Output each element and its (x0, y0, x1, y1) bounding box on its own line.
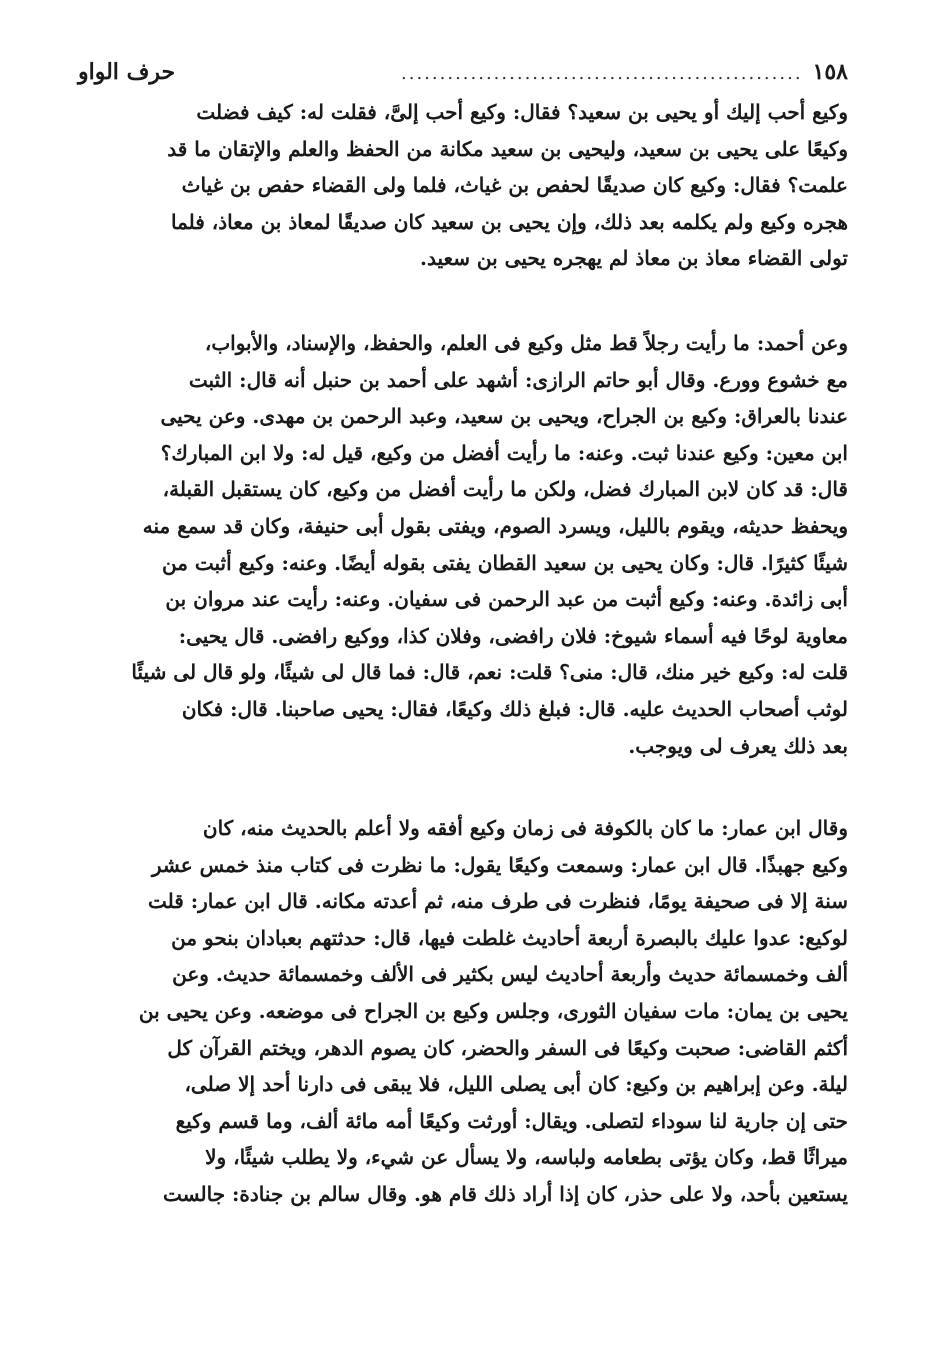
chapter-title: حرف الواو (78, 59, 176, 85)
text-line: هجره وكيع ولم يكلمه بعد ذلك، وإن يحيى بن سعيد كان صديقًا لمعاذ بن معاذ، فلما (170, 209, 848, 234)
text-line: وكيعًا على يحيى بن سعيد، وليحيى بن سعيد مكانة من الحفظ والعلم والإتقان ما قد (167, 136, 848, 161)
text-line: ابن معين: وكيع عندنا ثبت. وعنه: ما رأيت أفضل من وكيع، قيل له: ولا ابن المبارك؟ (160, 440, 848, 465)
text-line: ويحفظ حديثه، ويقوم بالليل، ويسرد الصوم، ويفتى بقول أبى حنيفة، وكان قد سمع منه (142, 513, 848, 538)
paragraph-3 (78, 810, 848, 1213)
text-line: علمت؟ فقال: وكيع كان صديقًا لحفص بن غياث، فلما ولى القضاء حفص بن غياث (181, 173, 848, 198)
header-dotted-leader: .................................................... (401, 63, 803, 84)
text-line: أبى زائدة. وعنه: وكيع أثبت من عبد الرحمن فى سفيان. وعنه: رأيت عند مروان بن (165, 587, 848, 612)
text-line: حتى إن جارية لنا سوداء لتصلى. ويقال: أورثت وكيعًا أمه مائة ألف، وما قسم وكيع (175, 1108, 848, 1133)
text-line: شيئًا كثيرًا. قال: وكان يحيى بن سعيد القطان يفتى بقوله أيضًا. وعنه: وكيع أثبت من (161, 550, 848, 575)
text-line: بعد ذلك يعرف لى ويوجب. (628, 733, 848, 758)
text-line: عندنا بالعراق: وكيع بن الجراح، ويحيى بن سعيد، وعبد الرحمن بن مهدى. وعن يحيى (160, 404, 848, 429)
text-line: قلت له: وكيع خير منك، قال: منى؟ قلت: نعم، قال: فما قال لى شيئًا، ولو قال لى شيئًا (131, 660, 848, 685)
text-line: وكيع أحب إليك أو يحيى بن سعيد؟ فقال: وكيع أحب إلىَّ، فقلت له: كيف فضلت (196, 100, 848, 124)
paragraph-2 (78, 325, 848, 764)
text-line: وكيع جهبذًا. قال ابن عمار: وسمعت وكيعًا يقول: ما نظرت فى كتاب منذ خمس عشر (151, 852, 848, 877)
text-line: مع خشوع وورع. وقال أبو حاتم الرازى: أشهد على أحمد بن حنبل أنه قال: الثبت (188, 367, 848, 392)
text-line: سنة إلا فى صحيفة يومًا، فنظرت فى طرف منه، ثم أعدته مكانه. قال ابن عمار: قلت (147, 889, 848, 914)
text-line: قال: قد كان لابن المبارك فضل، ولكن ما رأيت أفضل من وكيع، كان يستقبل القبلة، (162, 477, 848, 502)
text-line: ألف وخمسمائة حديث وأربعة أحاديث ليس بكثير فى الألف وخمسمائة حديث. وعن (172, 962, 848, 987)
text-line: وقال ابن عمار: ما كان بالكوفة فى زمان وكيع أفقه ولا أعلم بالحديث منه، كان (202, 816, 848, 841)
text-line: ليلة. وعن إبراهيم بن وكيع: كان أبى يصلى الليل، فلا يبقى فى دارنا أحد إلا صلى، (184, 1072, 848, 1097)
paragraph-spacer (78, 764, 848, 810)
page-number: ١٥٨ (812, 59, 848, 85)
text-line: لوكيع: عدوا عليك بالبصرة أربعة أحاديث غلطت فيها، قال: حدثتهم بعبادان بنحو من (171, 925, 848, 950)
paragraph-spacer (78, 277, 848, 325)
book-page (78, 52, 848, 1342)
text-line: لوثب أصحاب الحديث عليه. قال: فبلغ ذلك وكيعًا، فقال: يحيى صاحبنا. قال: فكان (181, 696, 848, 721)
running-header (78, 52, 848, 92)
text-line: معاوية لوحًا فيه أسماء شيوخ: فلان رافضى، وفلان كذا، ووكيع رافضى. قال يحيى: (178, 623, 848, 648)
text-line: يستعين بأحد، ولا على حذر، كان إذا أراد ذلك قام هو. وقال سالم بن جنادة: جالست (163, 1182, 848, 1207)
text-line: ميراثًا قط، وكان يؤتى بطعامه ولباسه، ولا يسأل عن شيء، ولا يطلب شيئًا، ولا (205, 1145, 848, 1170)
text-line: تولى القضاء معاذ بن معاذ لم يهجره يحيى بن سعيد. (420, 246, 848, 271)
text-line: وعن أحمد: ما رأيت رجلاً قط مثل وكيع فى العلم، والحفظ، والإسناد، والأبواب، (204, 330, 848, 355)
paragraph-1 (78, 94, 848, 277)
text-line: يحيى بن يمان: مات سفيان الثورى، وجلس وكيع بن الجراح فى موضعه. وعن يحيى بن (138, 999, 848, 1024)
text-line: أكثم القاضى: صحبت وكيعًا فى السفر والحضر، كان يصوم الدهر، ويختم القرآن كل (167, 1035, 848, 1060)
